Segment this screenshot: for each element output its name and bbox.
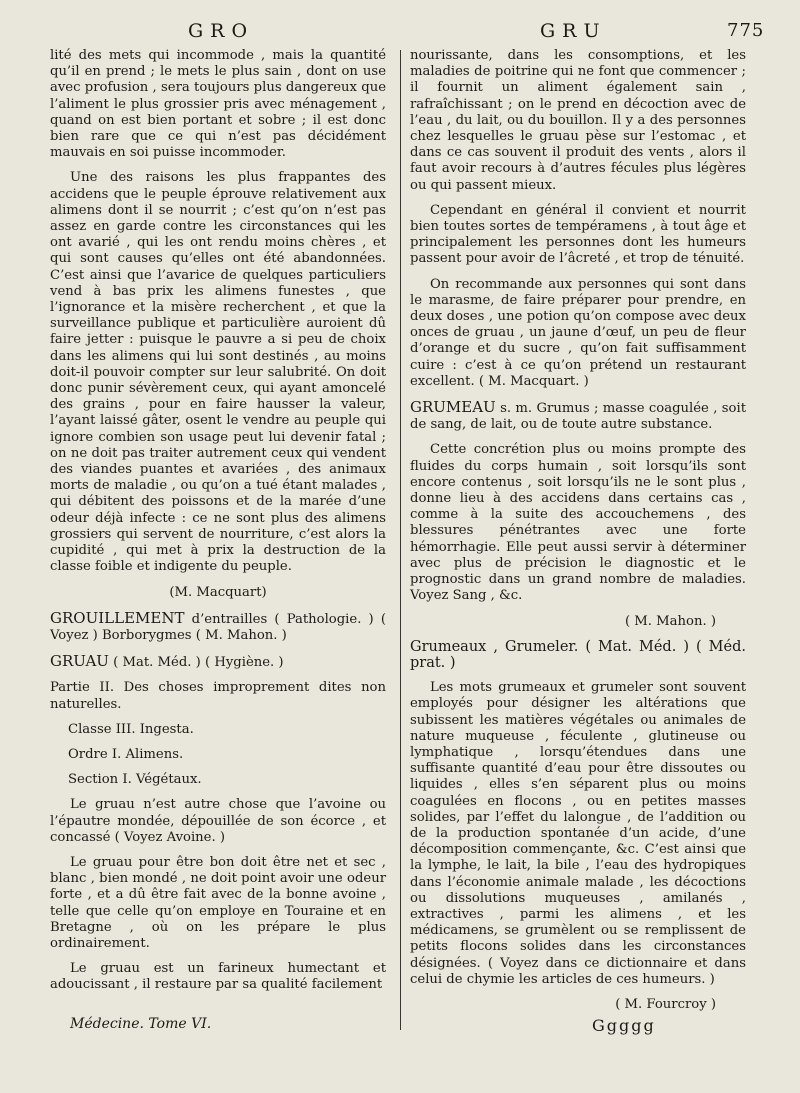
paragraph: nourissante, dans les consomptions, et les maladies de poitrine qui ne font que commencer ; il fournit un aliment également sain , rafraîchissant ; on le prend en décoction avec de l’eau , du lait, ou du bouillon. Il y a des personnes chez lesquelles le gruau pèse sur l’estomac , et dans ce cas souvent il produit des vents , alors il faut avoir recours à d’autres fécules plus légères ou qui passent mieux. xyxy=(410,48,746,193)
author-signature: ( M. Fourcroy ) xyxy=(615,996,716,1012)
entry-grouillement xyxy=(50,610,386,644)
partie-heading: Partie II. Des choses improprement dites non naturelles. xyxy=(50,680,386,712)
paragraph: Cette concrétion plus ou moins prompte des fluides du corps humain , soit lorsqu’ils sont encore contenus , soit lorsqu’ils ne le sont plus , donne lieu à des accidens dans certains cas , comme à la suite des accouchemens , des blessures pénétrantes avec une forte hémorrhagie. Elle peut aussi servir à déterminer avec plus de précision le diagnostic et le prognostic dans un grand nombre de maladies. Voyez Sang , &c. xyxy=(410,442,746,604)
author-signature: ( M. Mahon. ) xyxy=(624,613,716,629)
column-rule xyxy=(400,50,401,1030)
paragraph: lité des mets qui incommode , mais la quantité qu’il en prend ; le mets le plus sain , dont on use avec profusion , sera toujours plus dangereux que l’aliment le plus grossier pris avec ménagement , quand on est bien portant et sobre ; il est donc bien rare que ce qui n’est pas décidément mauvais en soi puisse incommoder. xyxy=(50,48,386,161)
running-head-left: GRO xyxy=(188,20,255,42)
left-column xyxy=(50,48,386,1003)
right-column xyxy=(410,48,746,1022)
entry-grumeaux: Grumeaux , Grumeler. ( Mat. Méd. ) ( Méd. prat. ) xyxy=(410,638,746,671)
paragraph: Le gruau n’est autre chose que l’avoine ou l’épautre mondée, dépouillée de son écorce , et concassé ( Voyez Avoine. ) xyxy=(50,797,386,845)
paragraph: Cependant en général il convient et nourrit bien toutes sortes de tempéramens , à tout âge et principalement les personnes dont les humeurs passent pour avoir de l’âcreté , et trop de ténuité. xyxy=(410,202,746,267)
section-heading: Section I. Végétaux. xyxy=(68,772,202,788)
ordre-heading: Ordre I. Alimens. xyxy=(68,746,184,762)
entry-term: GRUMEAU xyxy=(410,398,496,417)
page-number: 775 xyxy=(727,20,765,41)
paragraph: On recommande aux personnes qui sont dans le marasme, de faire préparer pour prendre, en deux doses , une potion qu’on compose avec deux onces de gruau , un jaune d’œuf, un peu de fleur d’orange et du sucre , qu’on fait suffisamment cuire : c’est à ce qu’on prétend un restaurant excellent. ( M. Macquart. ) xyxy=(410,276,746,389)
entry-rest: d’entrailles ( Pathologie. ) ( Voyez ) Borborygmes ( M. Mahon. ) xyxy=(50,611,386,643)
entry-gruau xyxy=(50,653,386,671)
entry-rest: s. m. Grumus ; masse coagulée , soit de sang, de lait, ou de toute autre substance. xyxy=(410,401,746,433)
entry-term: GROUILLEMENT xyxy=(50,608,185,627)
signature-mark: Ggggg xyxy=(592,1016,656,1035)
paragraph: Les mots grumeaux et grumeler sont souvent employés pour désigner les altérations que subissent les matières végétales ou animales de nature muqueuse , féculente , glutineuse ou lymphatique , lorsqu’étendues dans une suffisante quantité d’eau pour être dissoutes ou liquides , elles s’en séparent plus ou moins coagulées en flocons , ou en petites masses solides, par l’effet du lalongue , de l’addition ou de la production spontanée d’un acide, d’une décomposition commençante, &c. C’est ainsi que la lymphe, le lait, la bile , l’eau des hydropiques dans l’économie animale malade , les décoctions ou dissolutions muqueuses , amilanés , extractives , parmi les alimens , et les médicamens, se grumèlent ou se remplissent de petits flocons solides dans les circonstances désignées. ( Voyez dans ce dictionnaire et dans celui de chymie les articles de ces humeurs. ) xyxy=(410,680,746,987)
running-head-right: GRU xyxy=(540,20,607,42)
entry-grumeau xyxy=(410,399,746,433)
paragraph: Le gruau pour être bon doit être net et sec , blanc , bien mondé , ne doit point avoir une odeur forte , et a dû être fait avec de la bonne avoine , telle que celle qu’on employe en Touraine et en Bretagne , où on les prépare le plus ordinairement. xyxy=(50,854,386,951)
volume-footer: Médecine. Tome VI. xyxy=(70,1016,212,1032)
entry-term: GRUAU xyxy=(50,652,109,671)
classe-heading: Classe III. Ingesta. xyxy=(68,721,194,737)
paragraph: Une des raisons les plus frappantes des accidens que le peuple éprouve relativement aux alimens dont il se nourrit ; c’est qu’on n’est pas assez en garde contre les circonstances qui les ont avarié , qui les ont rendu moins chères , et qui sont causes qu’elles ont été abandonnées. C’est ainsi que l’avarice de quelques particuliers vend à bas prix les alimens funestes , que l’ignorance et la misère recherchent , et que la surveillance publique et particulière auroient dû faire jetter : puisque le pauvre a si peu de choix dans les alimens qui lui sont destinés , au moins doit-il pouvoir compter sur leur salubrité. On doit donc punir sévèrement ceux, qui ayant amoncelé des grains , pour en faire hausser la valeur, l’ayant laissé gâter, osent le vendre au peuple qui ignore combien son usage peut lui devenir fatal ; on ne doit pas traiter autrement ceux qui vendent des viandes puantes et avariées , des animaux morts de maladie , ou qu’on a tué étant malades , qui débitent des poissons et de la marée d’une odeur déjà infecte : ce ne sont plus des alimens grossiers qui servent de nourriture, c’est alors la cupidité , qui met à prix la destruction de la classe foible et indigente du peuple. xyxy=(50,170,386,575)
paragraph: Le gruau est un farineux humectant et adoucissant , il restaure par sa qualité facilement xyxy=(50,961,386,993)
entry-rest: ( Mat. Méd. ) ( Hygiène. ) xyxy=(113,655,284,671)
author-signature: (M. Macquart) xyxy=(169,584,267,600)
